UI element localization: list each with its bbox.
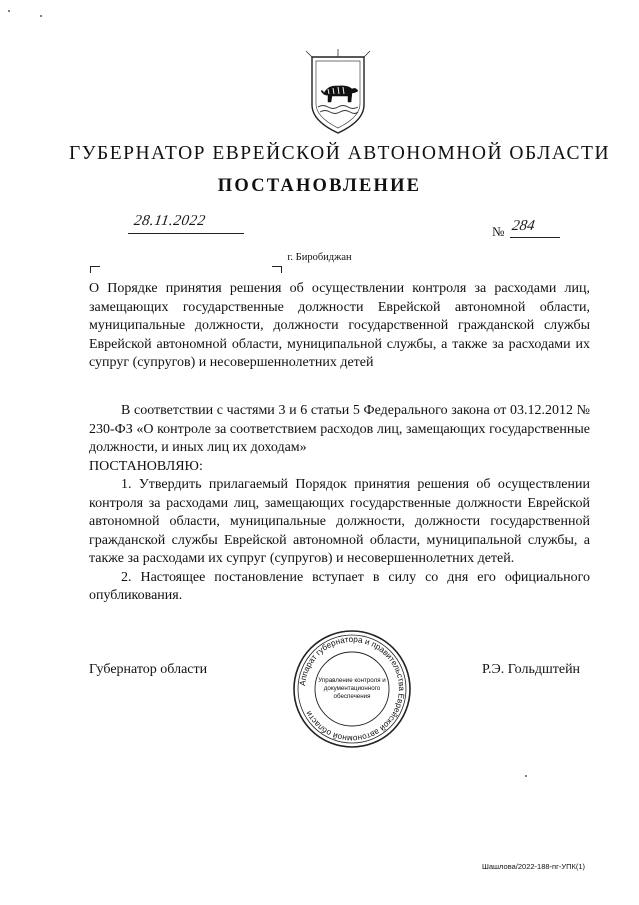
file-reference: Шашлова/2022-188-пг-УПК(1) [482, 862, 586, 871]
document-number: 284 [510, 218, 536, 234]
official-stamp [290, 627, 414, 751]
signatory-position: Губернатор области [89, 662, 208, 677]
resolve-word: ПОСТАНОВЛЯЮ: [89, 458, 203, 474]
number-underline [510, 237, 560, 238]
stamp-inner-line-1: Управление контроля и [318, 677, 386, 684]
stamp-outer-text: Аппарат губернатора и правительства Еврейской автономной области [298, 634, 407, 744]
stamp-inner-line-2: документационного [323, 685, 381, 692]
document-title: О Порядке принятия решения об осуществлении контроля за расходами лиц, замещающих государственные должности Еврейской автономной области, муниципальные должности, должности государственной гражданской службы Еврейской автономной области, муниципальной службы, а также за расходами их супруг (супругов) и несовершеннолетних детей [89, 281, 590, 370]
scan-speck [8, 10, 10, 12]
item-2: 2. Настоящее постановление вступает в силу со дня его официального опубликования. [89, 569, 590, 603]
scan-speck [40, 15, 42, 17]
coat-of-arms-emblem [302, 47, 374, 139]
document-date: 28.11.2022 [132, 213, 207, 229]
preamble: В соответствии с частями 3 и 6 статьи 5 Федерального закона от 03.12.2012 № 230-ФЗ «О контроле за соответствием расходов лиц, замещающих государственные должности, и иных лиц их доходам» [89, 403, 590, 455]
signatory-name: Р.Э. Гольдштейн [482, 662, 581, 677]
stamp-inner-line-3: обеспечения [333, 693, 371, 700]
issuing-authority: ГУБЕРНАТОР ЕВРЕЙСКОЙ АВТОНОМНОЙ ОБЛАСТИ [68, 143, 611, 164]
date-underline [128, 233, 244, 234]
city: г. Биробиджан [287, 252, 352, 263]
document-body [89, 402, 590, 606]
number-label: № [492, 224, 505, 239]
title-corner-right [272, 266, 282, 273]
document-type: ПОСТАНОВЛЕНИЕ [217, 176, 422, 196]
item-1: 1. Утвердить прилагаемый Порядок принятия решения об осуществлении контроля за расходами лиц, замещающих государственные должности Еврейской автономной области, муниципальные должности, должности государственной гражданской службы Еврейской автономной области, муниципальной службы, а также за расходами их супруг (супругов) и несовершеннолетних детей. [89, 477, 590, 566]
scan-speck [525, 775, 527, 777]
title-corner-left [90, 266, 100, 273]
